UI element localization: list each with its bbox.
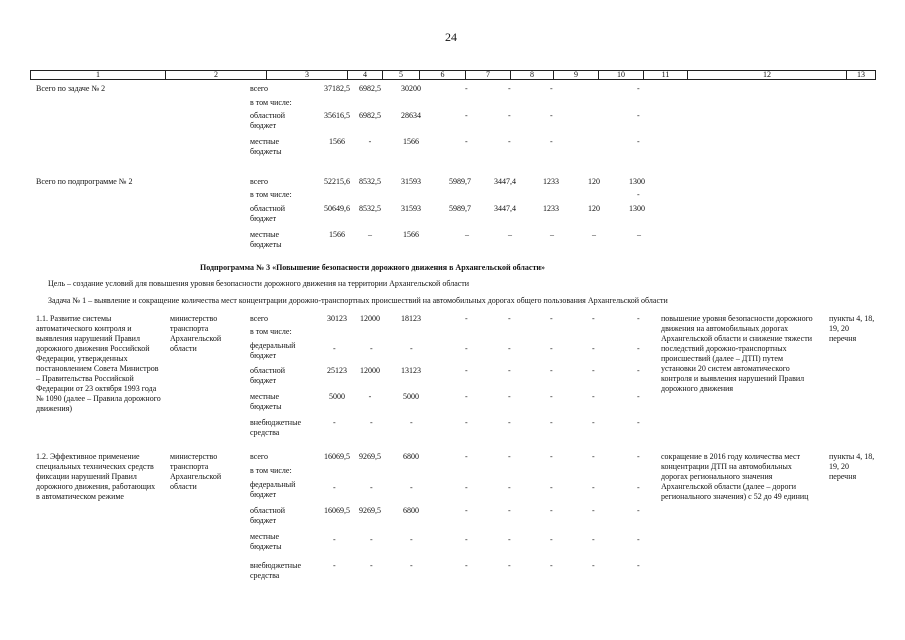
dash: -	[465, 392, 468, 401]
dash: -	[550, 137, 553, 146]
dash: -	[592, 418, 595, 427]
header-col-10: 10	[599, 71, 644, 79]
item-1-1-points: пункты 4, 18, 19, 20 перечня	[829, 314, 875, 343]
label-v-tom-chisle: в том числе:	[250, 327, 292, 336]
sub2-oblast-c5: 8532,5	[359, 204, 381, 213]
task2-mestnye-c4: 1566	[329, 137, 345, 146]
dash: -	[333, 344, 336, 353]
header-col-2: 2	[166, 71, 267, 79]
dash: -	[508, 452, 511, 461]
dash: -	[410, 483, 413, 492]
dash: -	[637, 344, 640, 353]
dash: -	[592, 344, 595, 353]
sub2-oblast-c11: 1300	[629, 204, 645, 213]
label-oblast: областной бюджет	[250, 366, 286, 385]
item11-mestnye-c6: 5000	[403, 392, 419, 401]
label-vsego: всего	[250, 452, 269, 461]
task2-vsego-c4: 37182,5	[324, 84, 350, 93]
sub2-vsego-c5: 8532,5	[359, 177, 381, 186]
label-vsego: всего	[250, 84, 269, 93]
sub2-mestnye-c6: 1566	[403, 230, 419, 239]
dash: -	[465, 452, 468, 461]
sub2-oblast-c9: 1233	[543, 204, 559, 213]
task2-total-title: Всего по задаче № 2	[36, 84, 106, 93]
dash: -	[637, 535, 640, 544]
dash: -	[637, 561, 640, 570]
label-federal: федеральный бюджет	[250, 341, 296, 360]
item12-vsego-c5: 9269,5	[359, 452, 381, 461]
dash: -	[550, 366, 553, 375]
sub2-oblast-c7: 5989,7	[449, 204, 471, 213]
sub2-oblast-c6: 31593	[401, 204, 421, 213]
item11-vsego-c5: 12000	[360, 314, 380, 323]
dash: -	[550, 111, 553, 120]
dash: -	[410, 535, 413, 544]
dash: -	[508, 111, 511, 120]
header-col-5: 5	[383, 71, 420, 79]
sub2-mestnye-c5: –	[368, 230, 372, 239]
dash: -	[465, 84, 468, 93]
dash: -	[637, 366, 640, 375]
task2-mestnye-c6: 1566	[403, 137, 419, 146]
dash: -	[550, 418, 553, 427]
sub2-oblast-c8: 3447,4	[494, 204, 516, 213]
dash: -	[508, 535, 511, 544]
dash: -	[637, 314, 640, 323]
dash: -	[592, 561, 595, 570]
item11-oblast-c6: 13123	[401, 366, 421, 375]
dash: -	[550, 483, 553, 492]
sub2-vsego-c11: 1300	[629, 177, 645, 186]
subprogram-3-title: Подпрограмма № 3 «Повышение безопасности дорожного движения в Архангельской области»	[200, 263, 545, 272]
dash: –	[550, 230, 554, 239]
dash: -	[508, 344, 511, 353]
label-vsego: всего	[250, 177, 269, 186]
item-1-2-name: 1.2. Эффективное применение специальных технических средств фиксации нарушений Правил дорожного движения, работающих в автоматическом режиме	[36, 452, 156, 501]
dash: -	[637, 506, 640, 515]
label-oblast: областной бюджет	[250, 111, 286, 130]
item-1-1-executor: министерство транспорта Архангельской области	[170, 314, 222, 353]
label-v-tom-chisle: в том числе:	[250, 190, 292, 199]
dash: -	[508, 561, 511, 570]
dash: -	[465, 366, 468, 375]
header-col-4: 4	[348, 71, 383, 79]
sub2-vsego-c6: 31593	[401, 177, 421, 186]
dash: –	[637, 230, 641, 239]
header-col-12: 12	[688, 71, 847, 79]
sub2-vsego-c8: 3447,4	[494, 177, 516, 186]
item12-oblast-c6: 6800	[403, 506, 419, 515]
dash: -	[637, 137, 640, 146]
task1-text: Задача № 1 – выявление и сокращение количества мест концентрации дорожно-транспортных происшествий на автомобильных дорогах общего пользования Архангельской области	[48, 296, 668, 305]
item11-oblast-c4: 25123	[327, 366, 347, 375]
item-1-2-result: сокращение в 2016 году количества мест концентрации ДТП на автомобильных дорогах регионального значения Архангельской области (далее – дороги регионального значения) с 52 до 49 единиц	[661, 452, 809, 501]
item12-oblast-c4: 16069,5	[324, 506, 350, 515]
dash: -	[550, 314, 553, 323]
dash: -	[592, 366, 595, 375]
header-col-8: 8	[511, 71, 554, 79]
item12-vsego-c6: 6800	[403, 452, 419, 461]
dash: -	[465, 535, 468, 544]
header-col-3: 3	[267, 71, 348, 79]
item-1-2-executor: министерство транспорта Архангельской области	[170, 452, 222, 491]
item11-vsego-c4: 30123	[327, 314, 347, 323]
label-vnebyudzhet: внебюджетные средства	[250, 418, 301, 437]
task2-oblast-c4: 35616,5	[324, 111, 350, 120]
sub2-total-title: Всего по подпрограмме № 2	[36, 177, 133, 186]
dash: -	[508, 418, 511, 427]
dash: –	[465, 230, 469, 239]
dash: -	[370, 344, 373, 353]
dash: -	[592, 452, 595, 461]
label-vnebyudzhet: внебюджетные средства	[250, 561, 301, 580]
item12-oblast-c5: 9269,5	[359, 506, 381, 515]
dash: -	[637, 392, 640, 401]
dash: -	[637, 84, 640, 93]
sub2-mestnye-c4: 1566	[329, 230, 345, 239]
dash: -	[592, 535, 595, 544]
dash: -	[370, 561, 373, 570]
dash: -	[637, 190, 640, 199]
dash: -	[508, 137, 511, 146]
goal-text: Цель – создание условий для повышения уровня безопасности дорожного движения на территории Архангельской области	[48, 279, 470, 288]
label-oblast: областной бюджет	[250, 204, 286, 223]
item-1-1-result: повышение уровня безопасности дорожного движения на автомобильных дорогах Архангельской области и снижение тяжести последствий дорожно-транспортных происшествий (далее – ДТП) путем установки 20 систем автоматического контроля и выявления нарушений Правил дорожного движения	[661, 314, 813, 393]
sub2-vsego-c7: 5989,7	[449, 177, 471, 186]
label-v-tom-chisle: в том числе:	[250, 98, 292, 107]
task2-oblast-c5: 6982,5	[359, 111, 381, 120]
dash: -	[550, 452, 553, 461]
sub2-oblast-c4: 50649,6	[324, 204, 350, 213]
sub2-vsego-c10: 120	[588, 177, 600, 186]
dash: -	[637, 452, 640, 461]
dash: -	[465, 483, 468, 492]
dash: -	[637, 111, 640, 120]
dash: -	[508, 483, 511, 492]
dash: -	[550, 561, 553, 570]
item11-oblast-c5: 12000	[360, 366, 380, 375]
dash: -	[637, 483, 640, 492]
dash: -	[465, 314, 468, 323]
table-header	[30, 70, 876, 80]
sub2-oblast-c10: 120	[588, 204, 600, 213]
header-col-7: 7	[466, 71, 511, 79]
header-col-6: 6	[420, 71, 466, 79]
dash: -	[410, 344, 413, 353]
dash: -	[465, 418, 468, 427]
dash: -	[465, 506, 468, 515]
dash: -	[550, 535, 553, 544]
item12-vsego-c4: 16069,5	[324, 452, 350, 461]
label-federal: федеральный бюджет	[250, 480, 296, 499]
dash: -	[592, 506, 595, 515]
dash: -	[508, 392, 511, 401]
label-v-tom-chisle: в том числе:	[250, 466, 292, 475]
item11-mestnye-c4: 5000	[329, 392, 345, 401]
header-col-9: 9	[554, 71, 599, 79]
dash: -	[592, 483, 595, 492]
item-1-2-points: пункты 4, 18, 19, 20 перечня	[829, 452, 875, 481]
page-number: 24	[445, 30, 457, 44]
dash: -	[508, 366, 511, 375]
item11-mestnye-c5: -	[368, 392, 372, 401]
dash: -	[508, 506, 511, 515]
header-col-13: 13	[857, 70, 865, 79]
dash: -	[465, 111, 468, 120]
dash: -	[410, 418, 413, 427]
label-mestnye: местные бюджеты	[250, 532, 282, 551]
dash: -	[550, 392, 553, 401]
dash: -	[465, 344, 468, 353]
dash: –	[592, 230, 596, 239]
dash: -	[550, 506, 553, 515]
dash: -	[333, 418, 336, 427]
dash: -	[370, 418, 373, 427]
task2-mestnye-c5: -	[368, 137, 372, 146]
dash: -	[410, 561, 413, 570]
item11-vsego-c6: 18123	[401, 314, 421, 323]
dash: -	[592, 392, 595, 401]
dash: -	[508, 84, 511, 93]
label-mestnye: местные бюджеты	[250, 392, 282, 411]
dash: -	[333, 483, 336, 492]
label-mestnye: местные бюджеты	[250, 137, 282, 156]
sub2-vsego-c9: 1233	[543, 177, 559, 186]
task2-vsego-c6: 30200	[401, 84, 421, 93]
sub2-vsego-c4: 52215,6	[324, 177, 350, 186]
header-col-1: 1	[31, 71, 166, 79]
dash: -	[637, 418, 640, 427]
dash: -	[333, 561, 336, 570]
task2-oblast-c6: 28634	[401, 111, 421, 120]
dash: -	[508, 314, 511, 323]
dash: -	[370, 483, 373, 492]
dash: -	[465, 137, 468, 146]
label-mestnye: местные бюджеты	[250, 230, 282, 249]
dash: -	[333, 535, 336, 544]
dash: -	[592, 314, 595, 323]
item-1-1-name: 1.1. Развитие системы автоматического контроля и выявления нарушений Правил дорожного движения Российской Федерации, утвержденных постановлением Совета Министров – Правительства Российской Федерации от 23 октября 1993 года № 1090 (далее – Правила дорожного движения)	[36, 314, 161, 413]
label-oblast: областной бюджет	[250, 506, 286, 525]
dash: -	[550, 344, 553, 353]
header-col-11: 11	[644, 71, 688, 79]
label-vsego: всего	[250, 314, 269, 323]
dash: -	[465, 561, 468, 570]
task2-vsego-c5: 6982,5	[359, 84, 381, 93]
dash: -	[370, 535, 373, 544]
dash: –	[508, 230, 512, 239]
dash: -	[550, 84, 553, 93]
